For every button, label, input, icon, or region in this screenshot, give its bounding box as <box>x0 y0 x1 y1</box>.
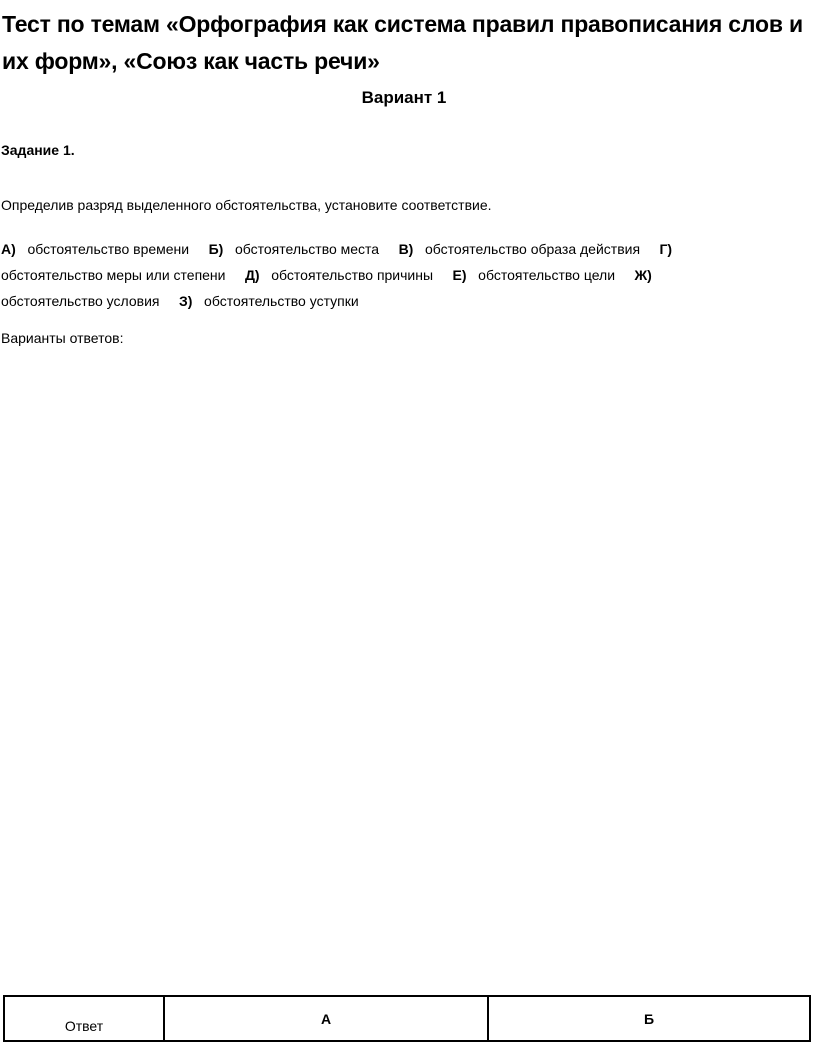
option-text: обстоятельство меры или степени <box>1 267 226 283</box>
answer-row-label: Ответ <box>4 996 164 1041</box>
task-instruction: Определив разряд выделенного обстоятельства, установите соответствие. <box>1 197 492 213</box>
option-letter: В) <box>398 241 414 257</box>
option-text: обстоятельство причины <box>271 267 434 283</box>
task-heading: Задание 1. <box>1 142 75 158</box>
answers-label: Варианты ответов: <box>1 330 124 346</box>
document-title: Тест по темам «Орфография как система правил правописания слов и их форм», «Союз как часть речи» <box>2 11 803 74</box>
option-text: обстоятельство цели <box>478 267 616 283</box>
option-text: обстоятельство времени <box>27 241 190 257</box>
option-letter: З) <box>178 293 193 309</box>
options-list <box>1 236 801 314</box>
option-text: обстоятельство образа действия <box>425 241 641 257</box>
option-v <box>399 241 640 257</box>
option-letter: Б) <box>208 241 224 257</box>
variant-heading <box>0 87 806 109</box>
answer-table <box>3 995 811 1042</box>
variant-label: Вариант 1 <box>361 88 447 107</box>
option-letter: Ж) <box>634 267 652 283</box>
option-text: обстоятельство места <box>234 241 380 257</box>
option-b <box>209 241 380 257</box>
answer-column-a[interactable]: А <box>164 996 488 1041</box>
option-letter: Г) <box>659 241 673 257</box>
answer-column-b[interactable]: Б <box>488 996 810 1041</box>
table-row <box>4 996 810 1041</box>
option-z <box>179 293 359 309</box>
option-text: обстоятельство уступки <box>204 293 359 309</box>
option-d <box>245 267 433 283</box>
option-letter: Е) <box>452 267 467 283</box>
option-a <box>1 241 189 257</box>
option-letter: А) <box>1 241 16 257</box>
option-text: обстоятельство условия <box>1 293 160 309</box>
option-letter: Д) <box>244 267 260 283</box>
option-e <box>453 267 616 283</box>
